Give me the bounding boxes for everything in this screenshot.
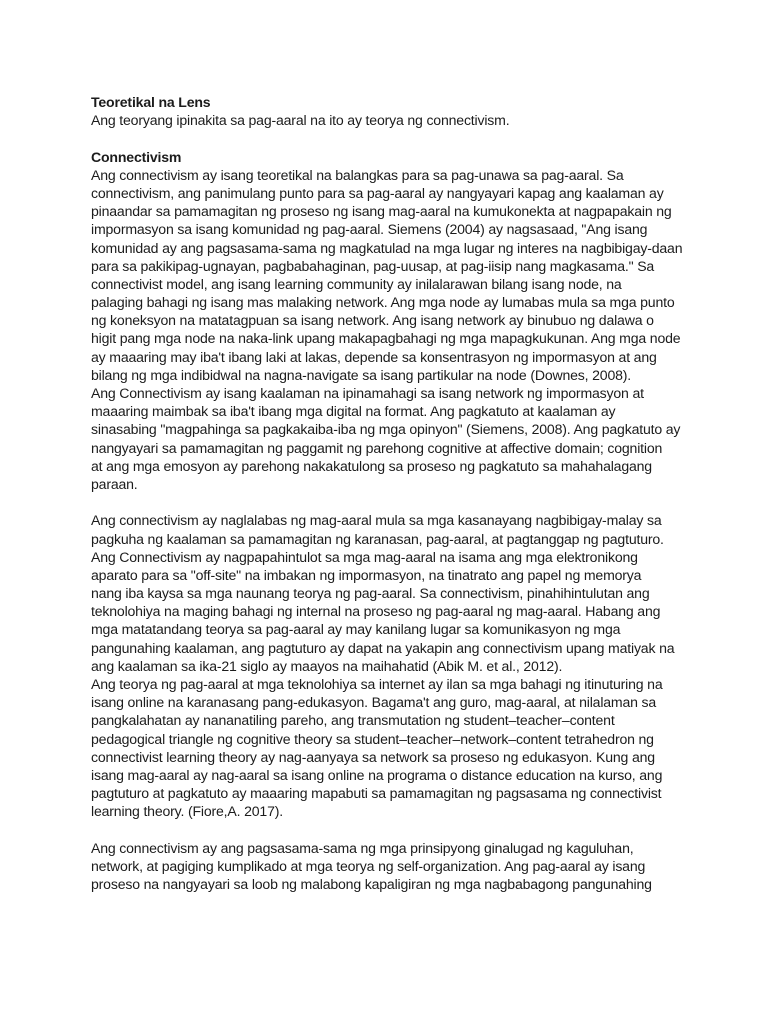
paragraph-gap [91,129,691,147]
paragraph-line: pinaandar sa pamamagitan ng proseso ng isang mag-aaral na kumukonekta at nagpapakain ng [91,203,672,220]
paragraph-line: pagtuturo at pagkatuto ay maaaring mapabuti sa pamamagitan ng pagsasama ng connectivist [91,785,662,802]
paragraph-line: Ang Connectivism ay isang kaalaman na ipinamahagi sa isang network ng impormasyon at [91,385,644,401]
paragraph-line: ng koneksyon na matatagpuan sa isang network. Ang isang network ay binubuo ng dalawa o [91,312,654,329]
paragraph-line: para sa pakikipag-ugnayan, pagbabahaginan, pag-uusap, at pag-iisip nang magkasama." Sa [91,257,655,274]
paragraph-line: ay maaaring may iba't ibang laki at lakas, depende sa konsentrasyon ng impormasyon at ang [91,348,657,365]
paragraph-line: proseso na nangyayari sa loob ng malabong kapaligiran ng mga nagbabagong pangunahing [91,876,652,893]
paragraph-line: komunidad ay ang pagsasama-sama ng magkatulad na mga lugar ng interes na nagbibigay-daan [91,239,683,256]
paragraph-line: connectivist learning theory ay nag-aanyaya sa network sa proseso ng edukasyon. Kung ang [91,748,655,765]
paragraph-line: isang online na karanasang pang-edukasyon. Bagama't ang guro, mag-aaral, at nilalaman sa [91,694,657,711]
paragraph-line: connectivism, ang panimulang punto para sa pag-aaral ay nangyayari kapag ang kaalaman ay [91,184,664,201]
paragraph-line: paraan. [91,475,138,492]
paragraph-line: Ang connectivism ay isang teoretikal na balangkas para sa pag-unawa sa pag-aaral. Sa [91,166,624,183]
paragraph-line: Ang Connectivism ay nagpapahintulot sa mga mag-aaral na isama ang mga elektronikong [91,548,638,565]
paragraph-line: impormasyon sa isang komunidad ng pag-aaral. Siemens (2004) ay nagsasaad, "Ang isang [91,221,648,238]
paragraph-gap [91,493,691,511]
paragraph-line: maaaring maimbak sa iba't ibang mga digital na format. Ang pagkatuto at kaalaman ay [91,403,616,420]
paragraph-line: pangunahing kaalaman, ang pagtuturo ay dapat na yakapin ang connectivism upang matiyak na [91,639,675,656]
paragraph-line: mga matatandang teorya sa pag-aaral ay may kanilang lugar sa komunikasyon ng mga [91,621,621,638]
paragraph-line: higit pang mga node na naka-link upang makapagbahagi ng mga mapagkukunan. Ang mga node [91,330,681,347]
paragraph-line: at ang mga emosyon ay parehong nakakatulong sa proseso ng pagkatuto sa mahahalagang [91,457,652,474]
paragraph-line: Ang teoryang ipinakita sa pag-aaral na ito ay teorya ng connectivism. [91,112,510,129]
document-body [91,93,691,893]
paragraph-gap [91,821,691,839]
paragraph-line: learning theory. (Fiore,A. 2017). [91,803,283,820]
paragraph-line: teknolohiya na maging bahagi ng internal na proseso ng pag-aaral ng mag-aaral. Habang ang [91,603,661,620]
paragraph-line: nangyayari sa pamamagitan ng paggamit ng parehong cognitive at affective domain; cognition [91,439,663,456]
paragraph-line: ang kaalaman sa ika-21 siglo ay maayos na maihahatid (Abik M. et al., 2012). [91,657,563,674]
paragraph-line: Ang connectivism ay naglalabas ng mag-aaral mula sa mga kasanayang nagbibigay-malay sa [91,512,662,529]
paragraph-line: network, at pagiging kumplikado at mga teorya ng self-organization. Ang pag-aaral ay isang [91,857,646,874]
paragraph-line: aparato para sa "off-site" na imbakan ng impormasyon, na tinatrato ang papel ng memorya [91,566,642,583]
paragraph-line: pangkalahatan ay nananatiling pareho, ang transmutation ng student–teacher–content [91,712,615,729]
paragraph-line: Ang teorya ng pag-aaral at mga teknolohiya sa internet ay ilan sa mga bahagi ng itinuturing na [91,676,663,692]
paragraph-line: connectivist model, ang isang learning community ay inilalarawan bilang isang node, na [91,275,622,292]
paragraph-line: bilang ng mga indibidwal na nagna-navigate sa isang partikular na node (Downes, 2008). [91,366,632,383]
paragraph-line: pedagogical triangle ng cognitive theory sa student–teacher–network–content tetrahedron ng [91,730,654,747]
paragraph-line: palaging bahagi ng isang mas malaking network. Ang mga node ay lumabas mula sa mga punto [91,294,675,311]
paragraph-line: pagkuha ng kaalaman sa pamamagitan ng karanasan, pag-aaral, at pagtanggap ng pagtuturo. [91,530,664,547]
paragraph-line: nang iba kaysa sa mga naunang teorya ng pag-aaral. Sa connectivism, pinahihintulutan ang [91,585,650,602]
paragraph-line: isang mag-aaral ay nag-aaral sa isang online na programa o distance education na kurso, ang [91,766,663,783]
section-heading: Connectivism [91,148,182,165]
paragraph-line: Ang connectivism ay ang pagsasama-sama ng mga prinsipyong ginalugad ng kaguluhan, [91,839,634,856]
section-heading: Teoretikal na Lens [91,94,211,110]
paragraph-line: sinasabing "magpahinga sa pagkakaiba-iba ng mga opinyon" (Siemens, 2008). Ang pagkatuto ay [91,421,681,438]
